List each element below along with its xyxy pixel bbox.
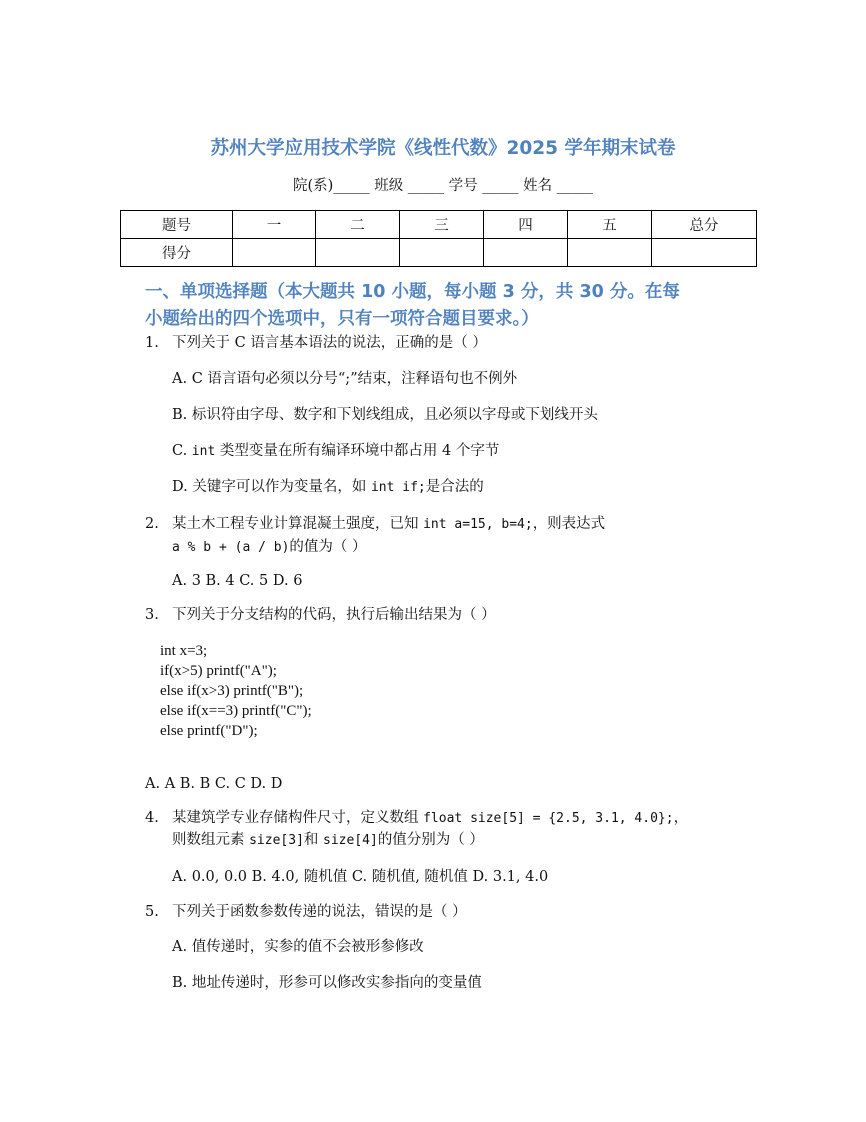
header-cell: 一	[233, 211, 316, 239]
q5-option-b: B. 地址传递时，形参可以修改实参指向的变量值	[172, 975, 482, 991]
q1-number: 1.	[145, 335, 159, 351]
q4-code3: size[4]	[323, 833, 378, 848]
q4-text-post: ，	[673, 810, 689, 826]
q2-options: A. 3 B. 4 C. 5 D. 6	[172, 573, 303, 589]
exam-title: 苏州大学应用技术学院《线性代数》2025 学年期末试卷	[210, 138, 676, 159]
q3-code-line: int x=3;	[160, 643, 208, 659]
q1-option-b: B. 标识符由字母、数字和下划线组成，且必须以字母或下划线开头	[172, 407, 598, 423]
q2-text	[172, 514, 605, 535]
header-cell: 总分	[652, 211, 757, 239]
score-cell[interactable]	[400, 239, 484, 267]
q2-code2: a % b + (a / b)	[172, 540, 290, 555]
q3-code-line: else if(x==3) printf("C");	[160, 703, 312, 719]
section-heading-line1: 一、单项选择题（本大题共 10 小题，每小题 3 分，共 30 分。在每	[145, 282, 680, 302]
q5-text: 下列关于函数参数传递的说法，错误的是（ ）	[172, 904, 467, 920]
score-table	[120, 210, 757, 267]
q5-number: 5.	[145, 904, 159, 920]
q3-options: A. A B. B C. C D. D	[145, 776, 283, 792]
q1-d-pre: D. 关键字可以作为变量名，如	[172, 479, 371, 495]
q1-c-pre: C.	[172, 443, 192, 459]
header-cell: 题号	[121, 211, 233, 239]
q1-option-d	[172, 477, 484, 498]
header-cell: 三	[400, 211, 484, 239]
q2-number: 2.	[145, 516, 159, 532]
q4-code1: float size[5] = {2.5, 3.1, 4.0};	[423, 811, 674, 826]
q3-code-line: else printf("D");	[160, 723, 258, 739]
q4-l2c: 的值分别为（ ）	[377, 832, 484, 848]
q3-text: 下列关于分支结构的代码，执行后输出结果为（ ）	[172, 607, 496, 623]
q1-option-a: A. C 语言语句必须以分号“;”结束，注释语句也不例外	[172, 371, 518, 387]
score-table-header	[121, 211, 757, 239]
q4-number: 4.	[145, 810, 159, 826]
q2-code1: int a=15, b=4;	[423, 517, 533, 532]
q2-text-post: ，则表达式	[532, 516, 606, 532]
q4-text-pre: 某建筑学专业存储构件尺寸，定义数组	[172, 810, 424, 826]
q4-l2a: 则数组元素	[172, 832, 250, 848]
q3-code-line: else if(x>3) printf("B");	[160, 683, 304, 699]
q4-text	[172, 808, 688, 829]
header-cell: 五	[568, 211, 652, 239]
q5-option-a: A. 值传递时，实参的值不会被形参修改	[172, 939, 424, 955]
score-cell[interactable]	[568, 239, 652, 267]
score-table-row	[121, 239, 757, 267]
q4-code2: size[3]	[249, 833, 304, 848]
score-cell[interactable]	[484, 239, 568, 267]
q2-text-pre: 某土木工程专业计算混凝土强度，已知	[172, 516, 424, 532]
q1-d-post: 是合法的	[425, 479, 484, 495]
header-cell: 二	[316, 211, 400, 239]
q1-option-c	[172, 441, 499, 462]
q1-text: 下列关于 C 语言基本语法的说法，正确的是（ ）	[172, 335, 487, 351]
q4-text-line2	[172, 830, 484, 851]
row-label: 得分	[121, 239, 233, 267]
q3-number: 3.	[145, 607, 159, 623]
score-cell[interactable]	[233, 239, 316, 267]
student-info-line: 院(系)_____ 班级 _____ 学号 _____ 姓名 _____	[293, 178, 593, 194]
score-cell[interactable]	[316, 239, 400, 267]
q4-l2b: 和	[303, 832, 324, 848]
q2-text-line2	[172, 537, 367, 558]
q3-code-line: if(x>5) printf("A");	[160, 663, 277, 679]
q1-d-code: int if;	[370, 480, 426, 495]
q1-c-post: 类型变量在所有编译环境中都占用 4 个字节	[215, 443, 500, 459]
q1-c-code: int	[191, 444, 216, 459]
section-heading-line2: 小题给出的四个选项中，只有一项符合题目要求。）	[145, 309, 539, 329]
q2-text2: 的值为（ ）	[289, 539, 367, 555]
score-cell[interactable]	[652, 239, 757, 267]
header-cell: 四	[484, 211, 568, 239]
q4-options: A. 0.0, 0.0 B. 4.0, 随机值 C. 随机值, 随机值 D. 3.1, 4.0	[172, 869, 549, 885]
